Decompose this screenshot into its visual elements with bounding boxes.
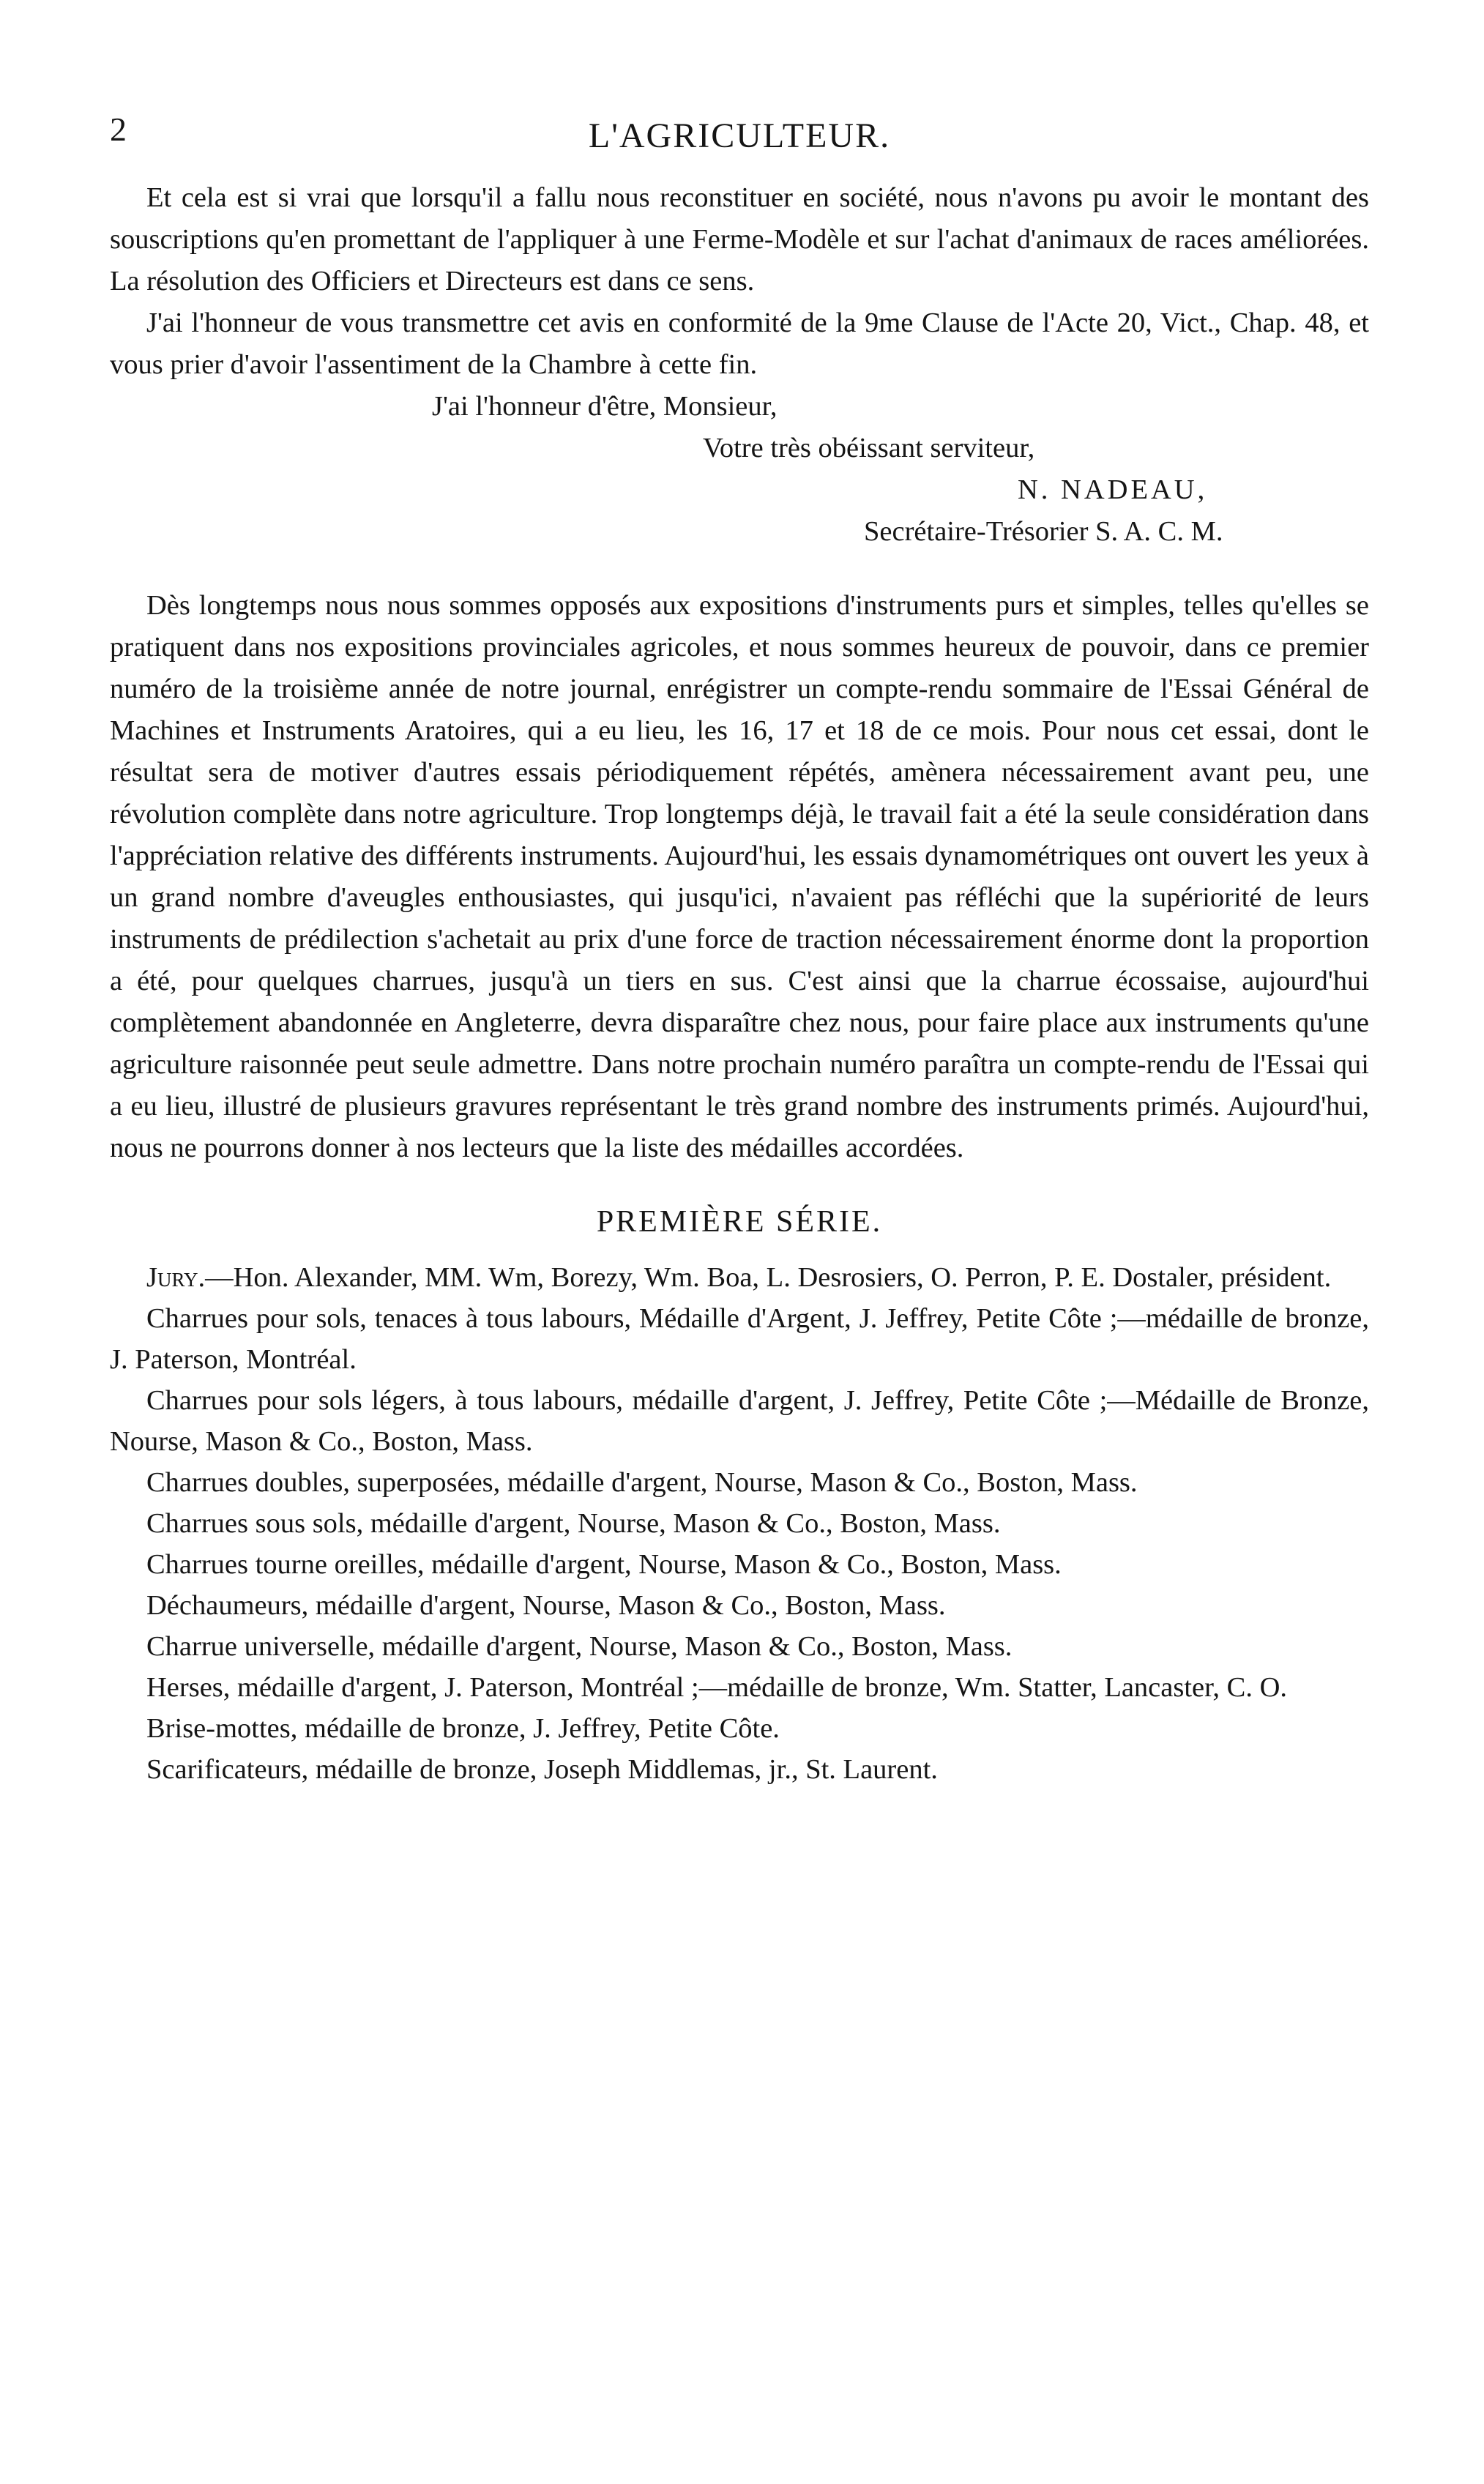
running-title: L'AGRICULTEUR. — [588, 116, 891, 155]
award-entry: Charrues tourne oreilles, médaille d'argent, Nourse, Mason & Co., Boston, Mass. — [146, 1549, 1062, 1580]
award-list — [110, 1257, 1369, 1790]
signature-name: N. NADEAU, — [1018, 474, 1208, 505]
article-body: Dès longtemps nous nous sommes opposés aux expositions d'instruments purs et simples, telles qu'elles se pratiquent dans nos expositions provinciales agricoles, et nous sommes heureux de pouvoir, dans ce premier numéro de la troisième année de notre journal, enrégistrer un compte-rendu sommaire de l'Essai Général de Machines et Instruments Aratoires, qui a eu lieu, les 16, 17 et 18 de ce mois. Pour nous cet essai, dont le résultat sera de motiver d'autres essais périodiquement répétés, amènera nécessairement avant peu, une révolution complète dans notre agriculture. Trop longtemps déjà, le travail fait a été la seule considération dans l'appréciation relative des différents instruments. Aujourd'hui, les essais dynamométriques ont ouvert les yeux à un grand nombre d'aveugles enthousiastes, qui jusqu'ici, n'avaient pas réfléchi que la supériorité de leurs instruments de prédilection s'achetait au prix d'une force de traction nécessairement énorme dont la proportion a été, pour quelques charrues, jusqu'à un tiers en sus. C'est ainsi que la charrue écossaise, aujourd'hui complètement abandonnée en Angleterre, devra disparaître chez nous, pour faire place aux instruments qu'une agriculture raisonnée peut seule admettre. Dans notre prochain numéro paraîtra un compte-rendu de l'Essai qui a eu lieu, illustré de plusieurs gravures représentant le très grand nombre des instruments primés. Aujourd'hui, nous ne pourrons donner à nos lecteurs que la liste des médailles accordées. — [110, 590, 1369, 1163]
award-entry: Charrues doubles, superposées, médaille d'argent, Nourse, Mason & Co., Boston, Mass. — [146, 1467, 1138, 1498]
award-entry: Charrues pour sols légers, à tous labours, médaille d'argent, J. Jeffrey, Petite Côte ;—Médaille de Bronze, Nourse, Mason & Co., Boston, Mass. — [110, 1385, 1369, 1457]
award-entry: Déchaumeurs, médaille d'argent, Nourse, Mason & Co., Boston, Mass. — [146, 1590, 946, 1621]
section-title: PREMIÈRE SÉRIE. — [596, 1205, 883, 1239]
book-page — [110, 110, 1369, 1790]
award-entry: Charrue universelle, médaille d'argent, Nourse, Mason & Co., Boston, Mass. — [146, 1631, 1013, 1662]
jury-entry — [110, 1257, 1369, 1298]
page-header — [110, 110, 1369, 161]
letter-paragraph: Et cela est si vrai que lorsqu'il a fallu nous reconstituer en société, nous n'avons pu avoir le montant des souscriptions qu'en promettant de l'appliquer à une Ferme-Modèle et sur l'achat d'animaux de races améliorées. La résolution des Officiers et Directeurs est dans ce sens. — [110, 182, 1369, 296]
award-entry: Herses, médaille d'argent, J. Paterson, Montréal ;—médaille de bronze, Wm. Statter, Lancaster, C. O. — [146, 1672, 1288, 1703]
letter — [110, 177, 1369, 553]
jury-text: —Hon. Alexander, MM. Wm, Borezy, Wm. Boa, L. Desrosiers, O. Perron, P. E. Dostaler, président. — [205, 1262, 1332, 1293]
award-entry: Charrues pour sols, tenaces à tous labours, Médaille d'Argent, J. Jeffrey, Petite Côte ;—médaille de bronze, J. Paterson, Montréal. — [110, 1303, 1369, 1375]
letter-closing: J'ai l'honneur d'être, Monsieur, — [432, 391, 778, 422]
page-number: 2 — [110, 111, 127, 148]
letter-closing: Votre très obéissant serviteur, — [703, 433, 1035, 463]
jury-label: Jury. — [146, 1262, 206, 1293]
award-entry: Charrues sous sols, médaille d'argent, Nourse, Mason & Co., Boston, Mass. — [146, 1508, 1001, 1539]
signature-title: Secrétaire-Trésorier S. A. C. M. — [864, 516, 1223, 547]
letter-paragraph: J'ai l'honneur de vous transmettre cet avis en conformité de la 9me Clause de l'Acte 20, Vict., Chap. 48, et vous prier d'avoir l'assentiment de la Chambre à cette fin. — [110, 307, 1369, 380]
award-entry: Brise-mottes, médaille de bronze, J. Jeffrey, Petite Côte. — [146, 1713, 780, 1744]
award-entry: Scarificateurs, médaille de bronze, Joseph Middlemas, jr., St. Laurent. — [146, 1754, 938, 1785]
